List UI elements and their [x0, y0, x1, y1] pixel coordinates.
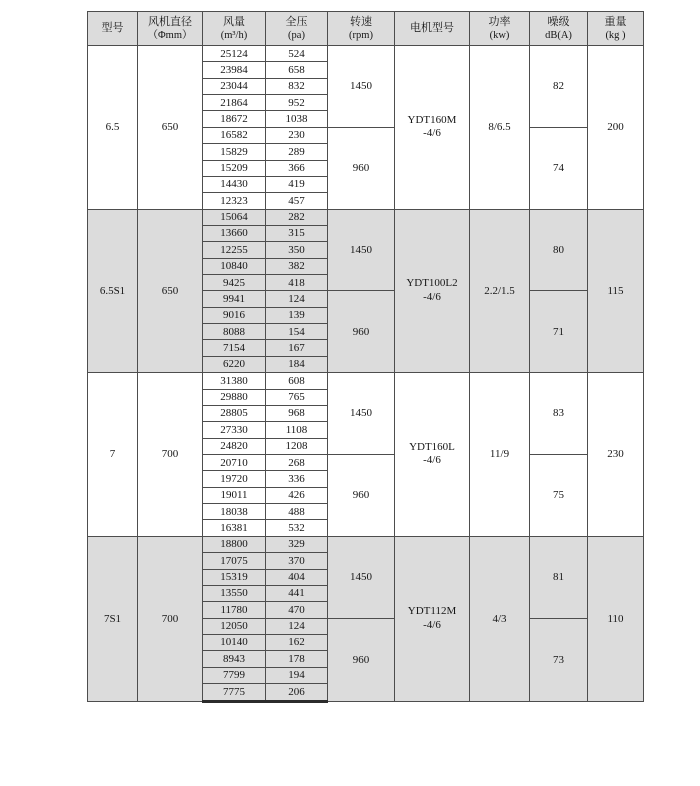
column-header-motor [395, 12, 470, 46]
header-unit: (pa) [288, 29, 305, 41]
header-label: 型号 [101, 22, 124, 35]
airflow-cell: 24820 [203, 438, 266, 454]
model-cell: 6.5 [88, 46, 138, 210]
speed-high-cell: 1450 [328, 373, 395, 455]
pressure-cell: 418 [266, 275, 328, 291]
motor-model-line1: YDT100L2 [406, 277, 458, 290]
pressure-cell: 1208 [266, 438, 328, 454]
pressure-cell: 658 [266, 62, 328, 78]
pressure-cell: 124 [266, 291, 328, 307]
airflow-cell: 12050 [203, 618, 266, 634]
power-cell: 11/9 [470, 373, 530, 537]
noise-high-cell: 81 [530, 536, 588, 618]
pressure-cell: 206 [266, 684, 328, 702]
airflow-cell: 7775 [203, 684, 266, 702]
header-unit: dB(A) [545, 29, 572, 41]
noise-low-cell: 74 [530, 127, 588, 209]
airflow-cell: 19011 [203, 487, 266, 503]
column-header-power [470, 12, 530, 46]
speed-high-cell: 1450 [328, 46, 395, 128]
pressure-cell: 178 [266, 651, 328, 667]
pressure-cell: 139 [266, 307, 328, 323]
pressure-cell: 1038 [266, 111, 328, 127]
header-row [88, 12, 644, 46]
column-header-diameter [138, 12, 203, 46]
airflow-cell: 7154 [203, 340, 266, 356]
noise-low-cell: 71 [530, 291, 588, 373]
airflow-cell: 8088 [203, 324, 266, 340]
airflow-cell: 15209 [203, 160, 266, 176]
header-label: 功率 [488, 15, 511, 28]
pressure-cell: 426 [266, 487, 328, 503]
noise-low-cell: 75 [530, 454, 588, 536]
airflow-cell: 7799 [203, 667, 266, 683]
header-unit: (m³/h) [220, 29, 248, 41]
pressure-cell: 230 [266, 127, 328, 143]
motor-model-line2: -4/6 [423, 127, 441, 140]
noise-high-cell: 83 [530, 373, 588, 455]
airflow-cell: 14430 [203, 176, 266, 192]
airflow-cell: 18038 [203, 504, 266, 520]
pressure-cell: 765 [266, 389, 328, 405]
airflow-cell: 27330 [203, 422, 266, 438]
pressure-cell: 532 [266, 520, 328, 536]
table-row [88, 46, 644, 62]
airflow-cell: 11780 [203, 602, 266, 618]
noise-high-cell: 80 [530, 209, 588, 291]
pressure-cell: 488 [266, 504, 328, 520]
pressure-cell: 162 [266, 634, 328, 650]
airflow-cell: 10840 [203, 258, 266, 274]
power-cell: 2.2/1.5 [470, 209, 530, 373]
airflow-cell: 13550 [203, 585, 266, 601]
speed-low-cell: 960 [328, 618, 395, 701]
pressure-cell: 268 [266, 454, 328, 470]
column-header-speed [328, 12, 395, 46]
airflow-cell: 25124 [203, 46, 266, 62]
airflow-cell: 20710 [203, 454, 266, 470]
airflow-cell: 15829 [203, 144, 266, 160]
header-unit: （Φmm） [147, 29, 193, 41]
header-label: 风机直径 [148, 15, 192, 28]
table-body [88, 46, 644, 702]
diameter-cell: 650 [138, 46, 203, 210]
pressure-cell: 282 [266, 209, 328, 225]
airflow-cell: 13660 [203, 225, 266, 241]
table-row [88, 536, 644, 552]
airflow-cell: 10140 [203, 634, 266, 650]
airflow-cell: 16381 [203, 520, 266, 536]
airflow-cell: 9016 [203, 307, 266, 323]
pressure-cell: 366 [266, 160, 328, 176]
pressure-cell: 370 [266, 553, 328, 569]
airflow-cell: 18672 [203, 111, 266, 127]
diameter-cell: 700 [138, 536, 203, 701]
airflow-cell: 15319 [203, 569, 266, 585]
airflow-cell: 12323 [203, 193, 266, 209]
header-unit: (rpm) [349, 29, 373, 41]
motor-model-line1: YDT160M [407, 113, 457, 126]
airflow-cell: 15064 [203, 209, 266, 225]
pressure-cell: 350 [266, 242, 328, 258]
airflow-cell: 8943 [203, 651, 266, 667]
pressure-cell: 441 [266, 585, 328, 601]
airflow-cell: 9425 [203, 275, 266, 291]
weight-cell: 230 [588, 373, 644, 537]
model-cell: 7S1 [88, 536, 138, 701]
noise-low-cell: 73 [530, 618, 588, 701]
pressure-cell: 382 [266, 258, 328, 274]
motor-model-cell [395, 209, 470, 373]
model-cell: 7 [88, 373, 138, 537]
pressure-cell: 194 [266, 667, 328, 683]
pressure-cell: 289 [266, 144, 328, 160]
motor-model-line2: -4/6 [423, 454, 441, 467]
column-header-weight [588, 12, 644, 46]
speed-high-cell: 1450 [328, 209, 395, 291]
airflow-cell: 9941 [203, 291, 266, 307]
airflow-cell: 16582 [203, 127, 266, 143]
diameter-cell: 700 [138, 373, 203, 537]
pressure-cell: 329 [266, 536, 328, 552]
airflow-cell: 29880 [203, 389, 266, 405]
pressure-cell: 968 [266, 405, 328, 421]
airflow-cell: 19720 [203, 471, 266, 487]
pressure-cell: 336 [266, 471, 328, 487]
model-cell: 6.5S1 [88, 209, 138, 373]
header-label: 噪级 [547, 15, 570, 28]
motor-model-cell [395, 373, 470, 537]
noise-high-cell: 82 [530, 46, 588, 128]
pressure-cell: 952 [266, 95, 328, 111]
pressure-cell: 608 [266, 373, 328, 389]
airflow-cell: 17075 [203, 553, 266, 569]
table-row [88, 209, 644, 225]
motor-model-line2: -4/6 [423, 290, 441, 303]
airflow-cell: 6220 [203, 356, 266, 372]
speed-low-cell: 960 [328, 454, 395, 536]
pressure-cell: 184 [266, 356, 328, 372]
airflow-cell: 31380 [203, 373, 266, 389]
pressure-cell: 404 [266, 569, 328, 585]
column-header-pressure [266, 12, 328, 46]
pressure-cell: 167 [266, 340, 328, 356]
pressure-cell: 832 [266, 78, 328, 94]
pressure-cell: 1108 [266, 422, 328, 438]
header-label: 电机型号 [410, 22, 454, 35]
pressure-cell: 154 [266, 324, 328, 340]
motor-model-cell [395, 536, 470, 701]
header-label: 风量 [223, 15, 245, 28]
speed-low-cell: 960 [328, 127, 395, 209]
header-label: 重量 [604, 15, 627, 28]
table-row [88, 373, 644, 389]
column-header-noise [530, 12, 588, 46]
weight-cell: 200 [588, 46, 644, 210]
airflow-cell: 12255 [203, 242, 266, 258]
speed-low-cell: 960 [328, 291, 395, 373]
speed-high-cell: 1450 [328, 536, 395, 618]
column-header-model [88, 12, 138, 46]
airflow-cell: 28805 [203, 405, 266, 421]
header-unit: (kw) [489, 29, 510, 41]
pressure-cell: 457 [266, 193, 328, 209]
power-cell: 4/3 [470, 536, 530, 701]
pressure-cell: 524 [266, 46, 328, 62]
motor-model-line2: -4/6 [423, 618, 441, 631]
fan-spec-table [87, 11, 644, 703]
motor-model-line1: YDT112M [407, 605, 457, 618]
table-header [88, 12, 644, 46]
motor-model-line1: YDT160L [409, 440, 455, 453]
airflow-cell: 23984 [203, 62, 266, 78]
pressure-cell: 124 [266, 618, 328, 634]
airflow-cell: 21864 [203, 95, 266, 111]
header-unit: (kg ) [605, 29, 626, 41]
motor-model-cell [395, 46, 470, 210]
weight-cell: 110 [588, 536, 644, 701]
diameter-cell: 650 [138, 209, 203, 373]
column-header-airflow [203, 12, 266, 46]
pressure-cell: 315 [266, 225, 328, 241]
power-cell: 8/6.5 [470, 46, 530, 210]
header-label: 全压 [285, 15, 308, 28]
airflow-cell: 18800 [203, 536, 266, 552]
pressure-cell: 470 [266, 602, 328, 618]
header-label: 转速 [350, 15, 372, 28]
weight-cell: 115 [588, 209, 644, 373]
airflow-cell: 23044 [203, 78, 266, 94]
pressure-cell: 419 [266, 176, 328, 192]
